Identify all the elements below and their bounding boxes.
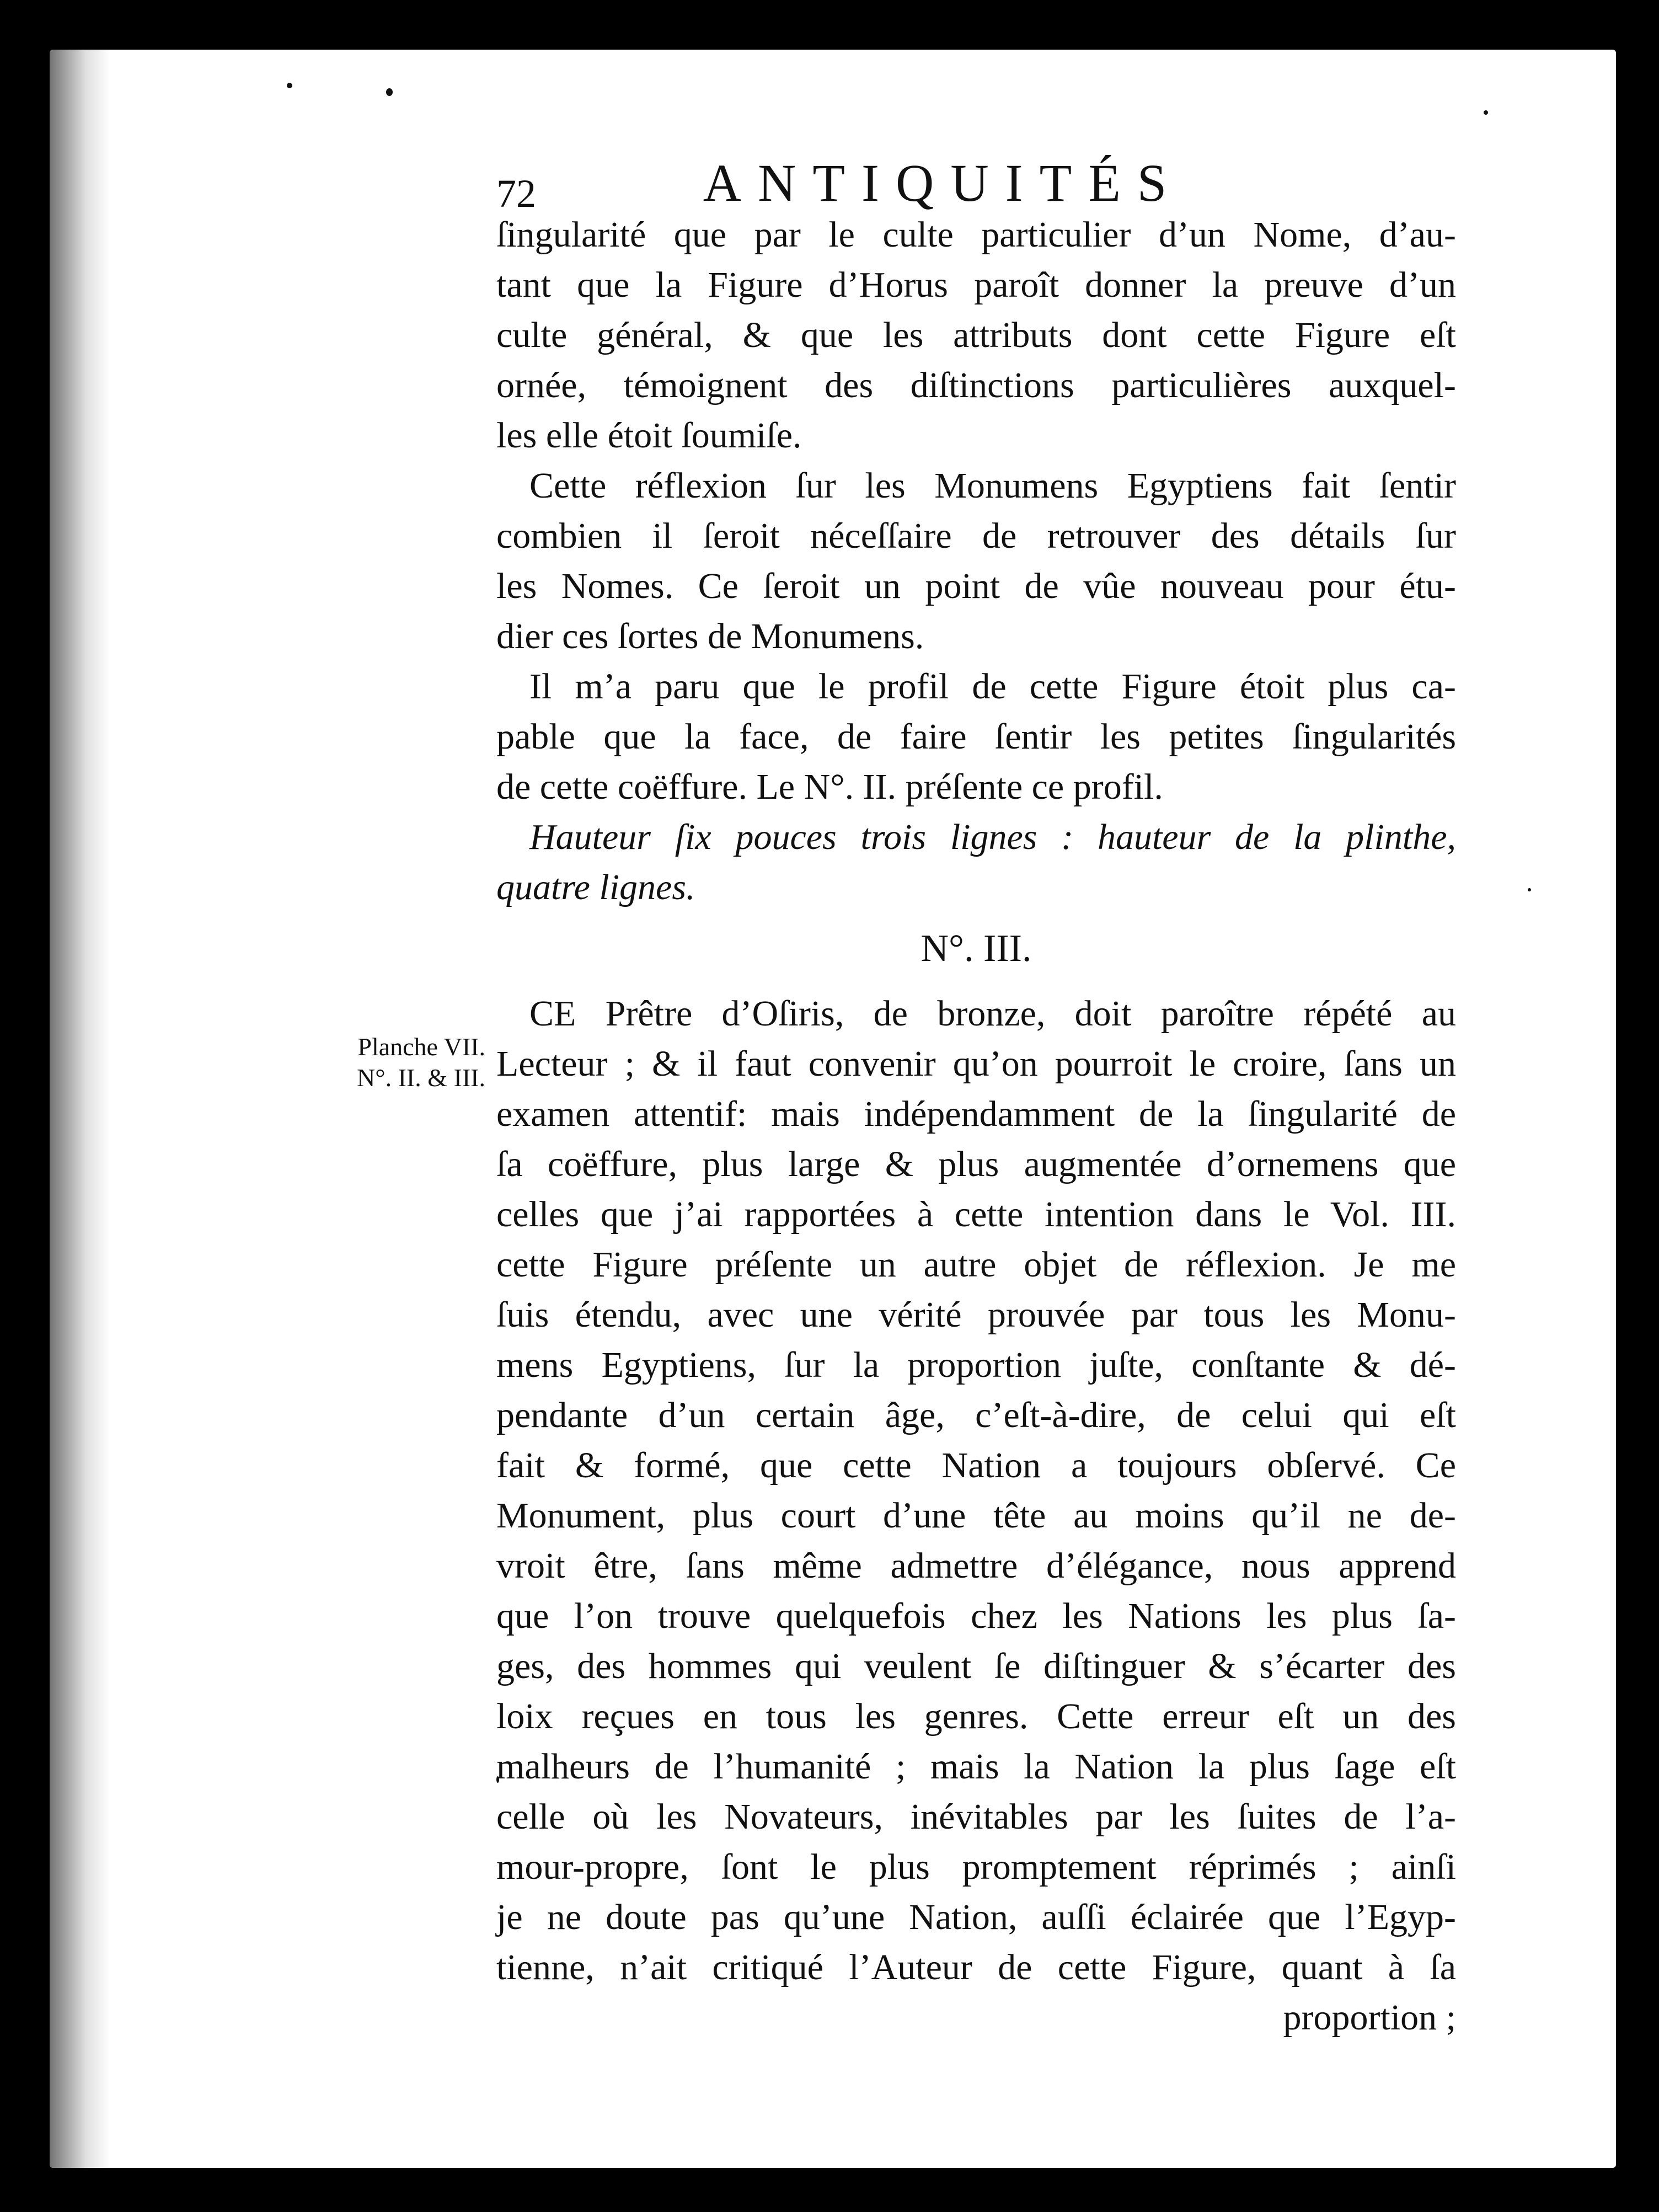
page-number: 72 (496, 172, 536, 216)
text-line: ges, des hommes qui veulent ſe diſtinguer & s’écarter des (496, 1646, 1456, 1686)
text-line: tant que la Figure d’Horus paroît donner la preuve d’un (496, 265, 1456, 305)
ink-speck (1528, 888, 1531, 891)
text-line: cette Figure préſente un autre objet de réflexion. Je me (496, 1244, 1456, 1285)
paragraph-1 (496, 210, 1456, 461)
ink-speck (1484, 110, 1488, 115)
paragraph-5 (496, 989, 1456, 2043)
margin-note-numbers: N°. II. & III. (357, 1064, 485, 1092)
text-line: Monument, plus court d’une tête au moins qu’il ne de- (496, 1495, 1456, 1536)
text-line: culte général, & que les attributs dont cette Figure eſt (496, 315, 1456, 355)
text-line: les elle étoit ſoumiſe. (496, 415, 802, 456)
text-line: dier ces ſortes de Monumens. (496, 616, 924, 656)
text-line: mour-propre, ſont le plus promptement réprimés ; ainſi (496, 1847, 1456, 1887)
ink-speck (287, 83, 292, 88)
text-line: CE Prêtre d’Oſiris, de bronze, doit paroître répété au (529, 993, 1456, 1034)
text-line: je ne doute pas qu’une Nation, auſſi éclairée que l’Egyp- (496, 1897, 1456, 1937)
catchword: proportion ; (1283, 1997, 1456, 2038)
text-line: Hauteur ſix pouces trois lignes : hauteur de la plinthe, (529, 817, 1456, 857)
text-line: combien il ſeroit néceſſaire de retrouver des détails ſur (496, 516, 1456, 556)
page-header (496, 149, 1390, 215)
paragraph-2 (496, 461, 1456, 661)
text-line: ſuis étendu, avec une vérité prouvée par tous les Monu- (496, 1295, 1456, 1335)
text-line: ſingularité que par le culte particulier d’un Nome, d’au- (496, 215, 1456, 255)
text-line: celle où les Novateurs, inévitables par les ſuites de l’a- (496, 1797, 1456, 1837)
text-line: celles que j’ai rapportées à cette intention dans le Vol. III. (496, 1194, 1456, 1235)
paragraph-3 (496, 661, 1456, 812)
text-line: que l’on trouve quelquefois chez les Nations les plus ſa- (496, 1596, 1456, 1636)
text-line: quatre lignes. (496, 867, 695, 907)
margin-note (309, 1032, 485, 1093)
text-line: les Nomes. Ce ſeroit un point de vûe nouveau pour étu- (496, 566, 1456, 606)
text-line: ornée, témoignent des diſtinctions particulières auxquel- (496, 365, 1456, 405)
running-title: ANTIQUITÉS (703, 153, 1184, 212)
text-line: examen attentif: mais indépendamment de la ſingularité de (496, 1094, 1456, 1134)
text-line: Cette réflexion ſur les Monumens Egyptiens fait ſentir (529, 466, 1456, 506)
text-line: ſa coëffure, plus large & plus augmentée d’ornemens que (496, 1144, 1456, 1184)
text-line: fait & formé, que cette Nation a toujours obſervé. Ce (496, 1445, 1456, 1486)
text-line: pendante d’un certain âge, c’eſt-à-dire, de celui qui eſt (496, 1395, 1456, 1435)
text-line: de cette coëffure. Le N°. II. préſente ce profil. (496, 767, 1163, 807)
margin-note-plate: Planche VII. (357, 1033, 485, 1061)
text-line: Lecteur ; & il faut convenir qu’on pourroit le croire, ſans un (496, 1044, 1456, 1084)
text-line: mens Egyptiens, ſur la proportion juſte, conſtante & dé- (496, 1345, 1456, 1385)
text-line: Il m’a paru que le profil de cette Figure étoit plus ca- (529, 666, 1456, 707)
ink-speck (386, 88, 393, 96)
binding-shadow (50, 50, 110, 2168)
text-line: malheurs de l’humanité ; mais la Nation la plus ſage eſt (496, 1746, 1456, 1787)
paragraph-4-dimensions (496, 812, 1456, 912)
body-text (496, 210, 1456, 2043)
text-line: pable que la face, de faire ſentir les petites ſingularités (496, 717, 1456, 757)
text-line: vroit être, ſans même admettre d’élégance, nous apprend (496, 1546, 1456, 1586)
section-heading: N°. III. (921, 927, 1032, 970)
text-line: loix reçues en tous les genres. Cette erreur eſt un des (496, 1696, 1456, 1737)
text-line: tienne, n’ait critiqué l’Auteur de cette Figure, quant à ſa (496, 1947, 1456, 1987)
